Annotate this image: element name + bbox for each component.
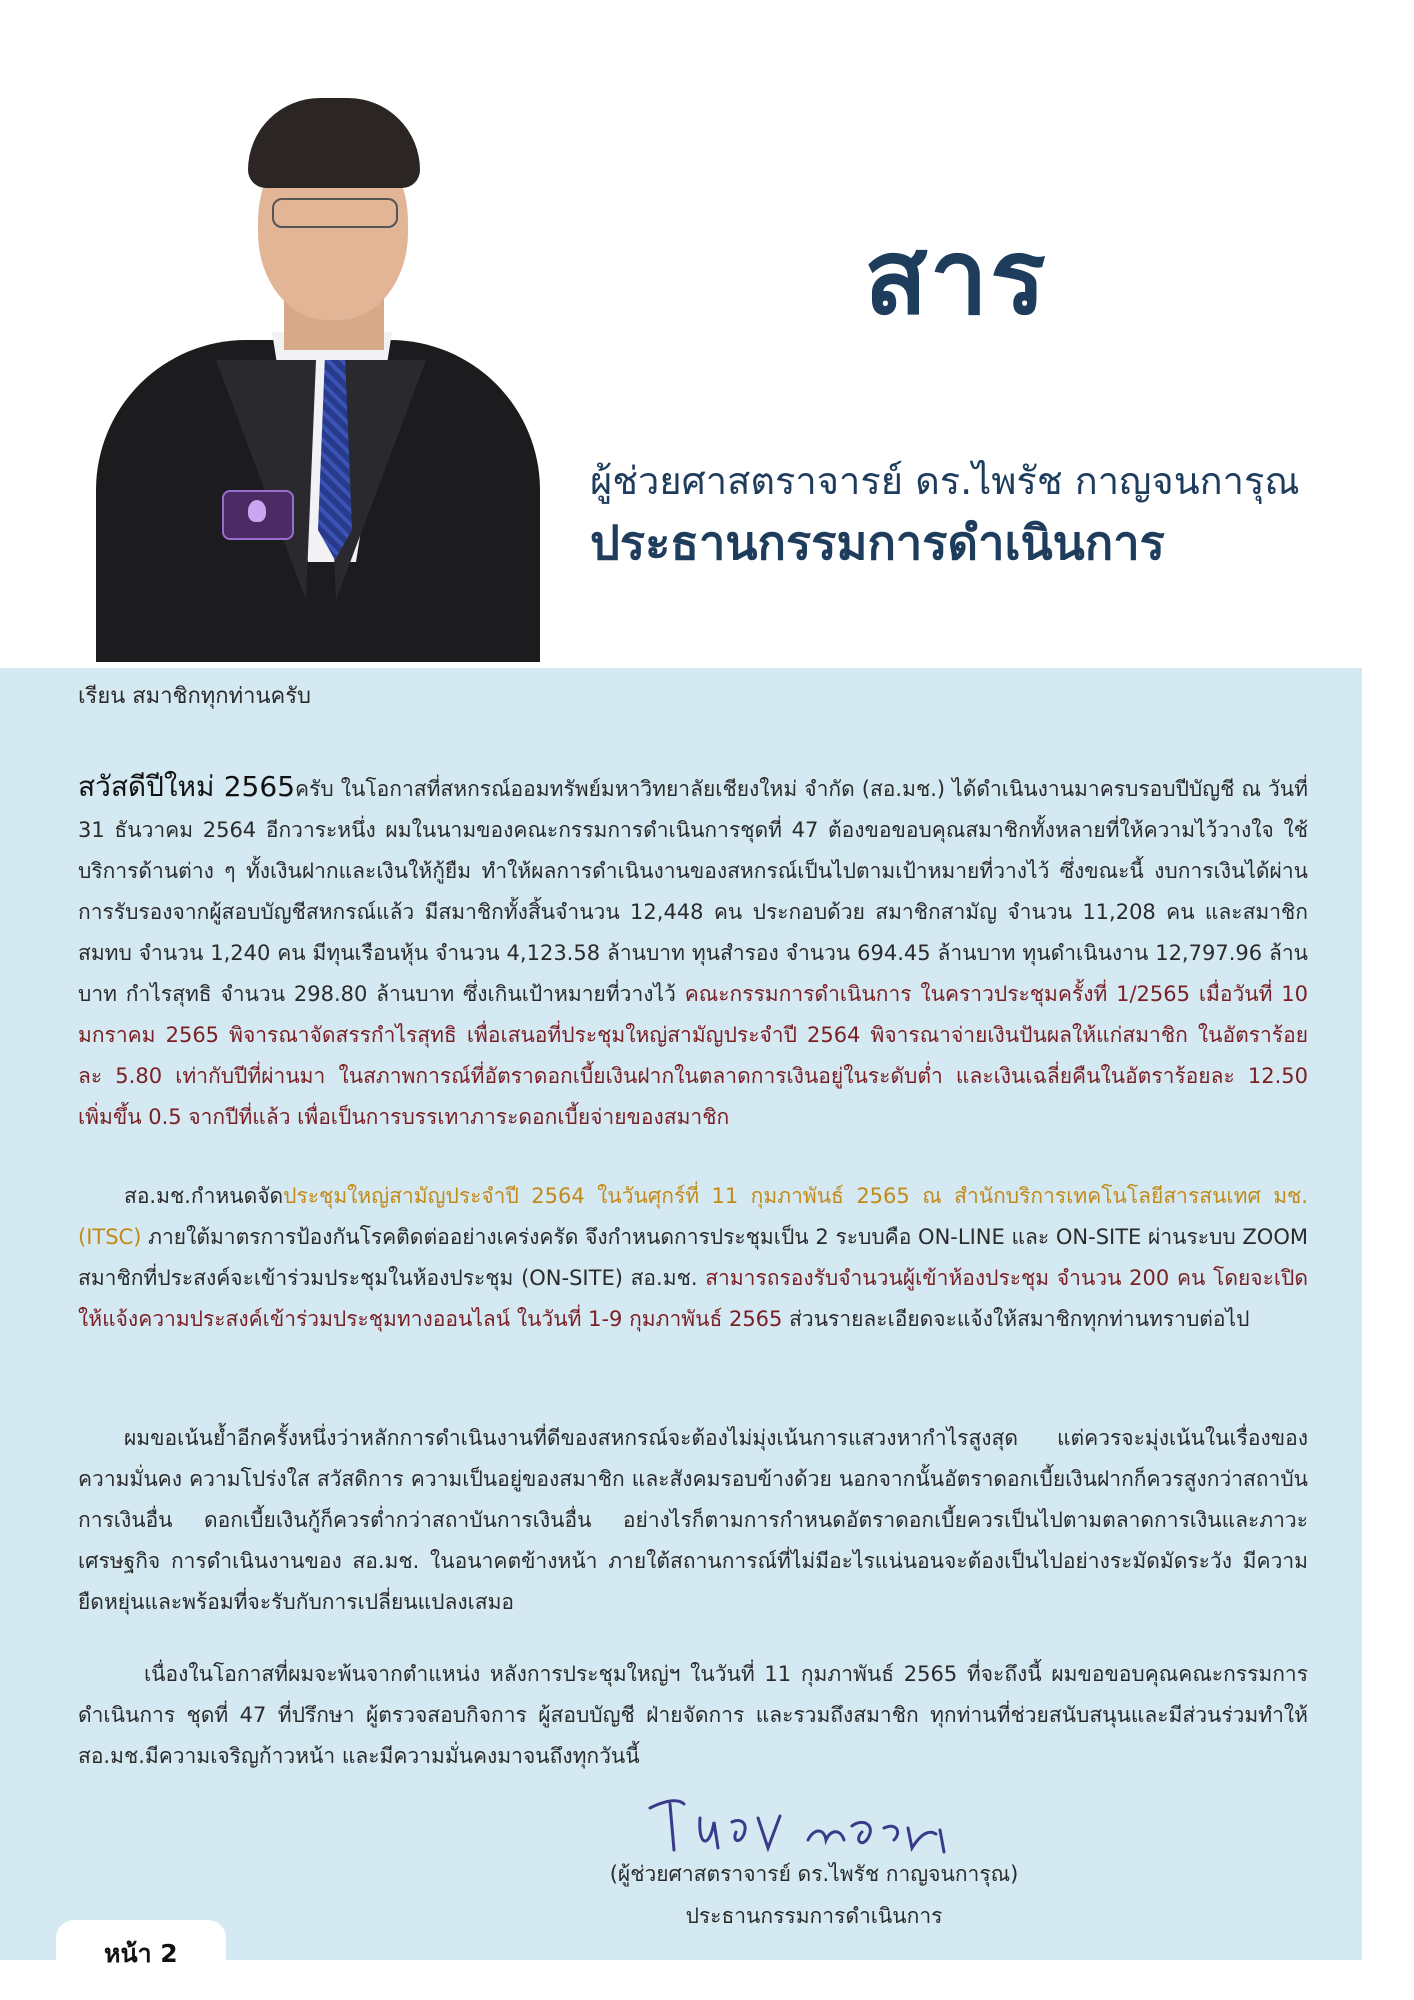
new-year-greeting: สวัสดีปีใหม่ 2565	[78, 770, 296, 803]
paragraph-2-meeting-info: ประชุมใหญ่สามัญประจำปี 2564 ในวันศุกร์ที่ 11 กุมภาพันธ์ 2565 ณ สำนักบริการเทคโนโลยีสารสนเทศ มช. (ITSC)	[78, 1184, 1308, 1249]
portrait-photo	[96, 70, 540, 662]
portrait-glasses	[272, 198, 398, 228]
portrait-lapel-left	[216, 360, 316, 600]
paragraph-1	[78, 766, 1308, 1138]
paragraph-2-highlight: สามารถรองรับจำนวนผู้เข้าห้องประชุม จำนวน 200 คน โดยจะเปิดให้แจ้งความประสงค์เข้าร่วมประชุมทางออนไลน์ ในวันที่ 1-9 กุมภาพันธ์ 2565	[78, 1266, 1309, 1331]
paragraph-4: เนื่องในโอกาสที่ผมจะพ้นจากตำแหน่ง หลังการประชุมใหญ่ฯ ในวันที่ 11 กุมภาพันธ์ 2565 ที่จะถึงนี้ ผมขอขอบคุณคณะกรรมการดำเนินการ ชุดที่ 47 ที่ปรึกษา ผู้ตรวจสอบกิจการ ผู้สอบบัญชี ฝ่ายจัดการ และรวมถึงสมาชิก ทุกท่านที่ช่วยสนับสนุนและมีส่วนร่วมทำให้ สอ.มช.มีความเจริญก้าวหน้า และมีความมั่นคงมาจนถึงทุกวันนี้	[78, 1662, 1308, 1768]
paragraph-2-text-a: สอ.มช.กำหนดจัด	[124, 1184, 284, 1208]
portrait-hair	[248, 98, 420, 188]
lapel-badge-icon	[222, 490, 294, 540]
paragraph-2-text-b: ภายใต้มาตรการป้องกันโรคติดต่ออย่างเคร่งครัด จึงกำหนดการประชุมเป็น 2 ระบบคือ ON-LINE และ ON-SITE ผ่านระบบ ZOOM สมาชิกที่ประสงค์จะเข้าร่วมประชุมในห้องประชุม (ON-SITE) สอ.มช.	[78, 1225, 1308, 1290]
paragraph-2-text-c: ส่วนรายละเอียดจะแจ้งให้สมาชิกทุกท่านทราบต่อไป	[782, 1307, 1250, 1331]
paragraph-2	[78, 1176, 1308, 1340]
author-name: ผู้ช่วยศาสตราจารย์ ดร.ไพรัช กาญจนการุณ	[590, 459, 1300, 503]
signature-name: (ผู้ช่วยศาสตราจารย์ ดร.ไพรัช กาญจนการุณ)	[609, 1862, 1019, 1886]
paragraph-1-text: ครับ ในโอกาสที่สหกรณ์ออมทรัพย์มหาวิทยาลัยเชียงใหม่ จำกัด (สอ.มช.) ได้ดำเนินงานมาครบรอบปีบัญชี ณ วันที่ 31 ธันวาคม 2564 อีกวาระหนึ่ง ผมในนามของคณะกรรมการดำเนินการชุดที่ 47 ต้องขอขอบคุณสมาชิกทั้งหลายที่ให้ความไว้วางใจ ใช้บริการด้านต่าง ๆ ทั้งเงินฝากและเงินให้กู้ยืม ทำให้ผลการดำเนินงานของสหกรณ์เป็นไปตามเป้าหมายที่วางไว้ ซึ่งขณะนี้ งบการเงินได้ผ่านการรับรองจากผู้สอบบัญชีสหกรณ์แล้ว มีสมาชิกทั้งสิ้นจำนวน 12,448 คน ประกอบด้วย สมาชิกสามัญ จำนวน 11,208 คน และสมาชิกสมทบ จำนวน 1,240 คน มีทุนเรือนหุ้น จำนวน 4,123.58 ล้านบาท ทุนสำรอง จำนวน 694.45 ล้านบาท ทุนดำเนินงาน 12,797.96 ล้านบาท กำไรสุทธิ จำนวน 298.80 ล้านบาท ซึ่งเกินเป้าหมายที่วางไว้	[78, 777, 1308, 1006]
signature-position: ประธานกรรมการดำเนินการ	[685, 1904, 943, 1928]
page-title: สาร	[864, 216, 1048, 338]
author-position: ประธานกรรมการดำเนินการ	[590, 516, 1165, 571]
page-number: หน้า 2	[104, 1939, 178, 1968]
paragraph-3: ผมขอเน้นย้ำอีกครั้งหนึ่งว่าหลักการดำเนินงานที่ดีของสหกรณ์จะต้องไม่มุ่งเน้นการแสวงหากำไรสูงสุด แต่ควรจะมุ่งเน้นในเรื่องของความมั่นคง ความโปร่งใส สวัสดิการ ความเป็นอยู่ของสมาชิก และสังคมรอบข้างด้วย นอกจากนั้นอัตราดอกเบี้ยเงินฝากก็ควรสูงกว่าสถาบันการเงินอื่น ดอกเบี้ยเงินกู้ก็ควรต่ำกว่าสถาบันการเงินอื่น อย่างไรก็ตามการกำหนดอัตราดอกเบี้ยควรเป็นไปตามตลาดการเงินและภาวะเศรษฐกิจ การดำเนินงานของ สอ.มช. ในอนาคตข้างหน้า ภายใต้สถานการณ์ที่ไม่มีอะไรแน่นอนจะต้องเป็นไปอย่างระมัดมัดระวัง มีความยืดหยุ่นและพร้อมที่จะรับกับการเปลี่ยนแปลงเสมอ	[78, 1426, 1308, 1614]
salutation: เรียน สมาชิกทุกท่านครับ	[78, 684, 312, 709]
handwritten-signature	[640, 1788, 960, 1868]
paragraph-1-highlight: คณะกรรมการดำเนินการ ในคราวประชุมครั้งที่ 1/2565 เมื่อวันที่ 10 มกราคม 2565 พิจารณาจัดสรรกำไรสุทธิ เพื่อเสนอที่ประชุมใหญ่สามัญประจำปี 2564 พิจารณาจ่ายเงินปันผลให้แก่สมาชิก ในอัตราร้อยละ 5.80 เท่ากับปีที่ผ่านมา ในสภาพการณ์ที่อัตราดอกเบี้ยเงินฝากในตลาดการเงินอยู่ในระดับต่ำ และเงินเฉลี่ยคืนในอัตราร้อยละ 12.50 เพิ่มขึ้น 0.5 จากปีที่แล้ว เพื่อเป็นการบรรเทาภาระดอกเบี้ยจ่ายของสมาชิก	[78, 982, 1309, 1129]
letter-panel	[0, 668, 1362, 1960]
